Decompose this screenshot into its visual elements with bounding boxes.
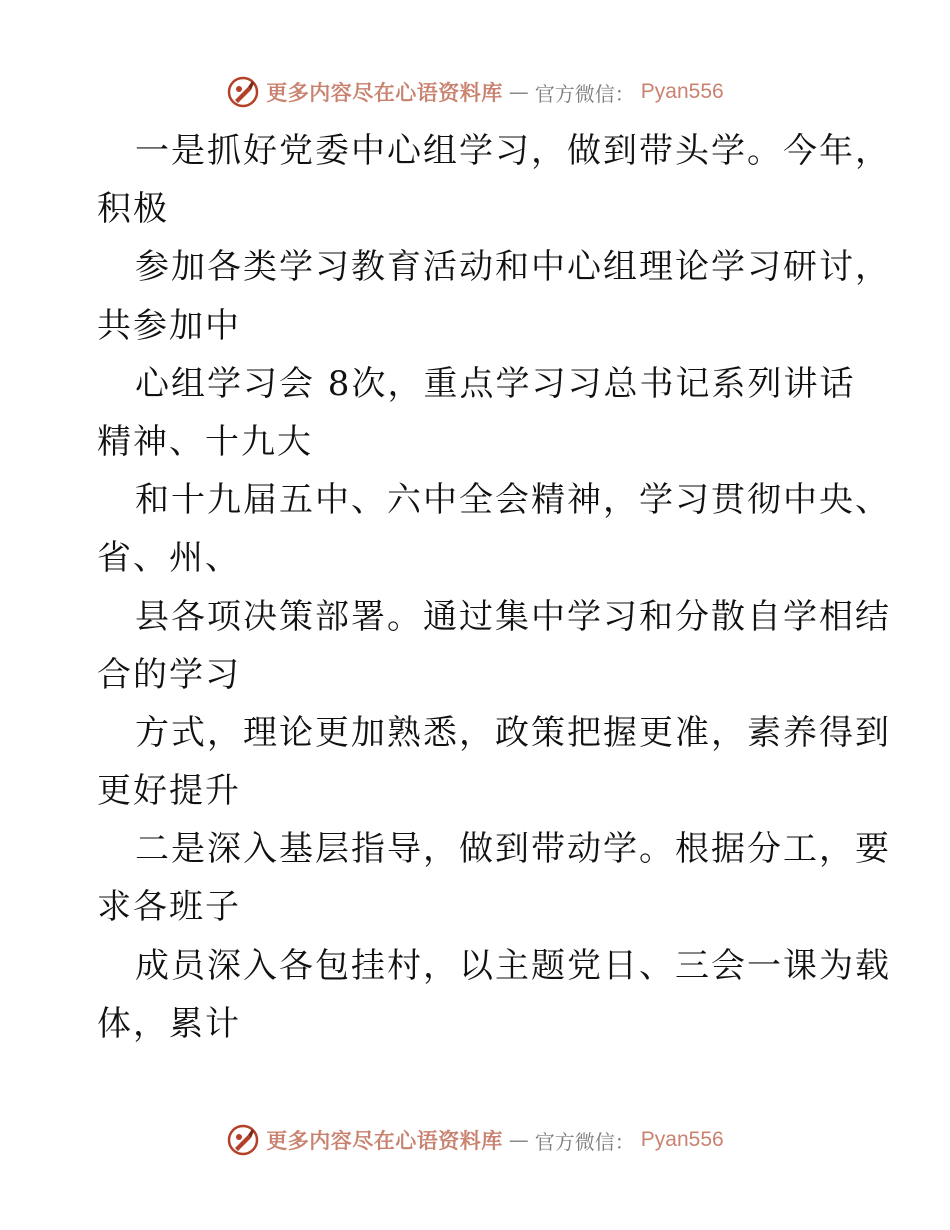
body-line: 一是抓好党委中心组学习，做到带头学。今年， — [135, 131, 891, 171]
watermark-brand: 更多内容尽在心语资料库 — [266, 80, 503, 105]
body-line: 方式，理论更加熟悉，政策把握更准，素养得到 — [135, 712, 891, 753]
body-line: 精神、十九大 — [97, 421, 313, 462]
watermark-dash: — — [508, 1128, 529, 1152]
watermark-wechat-label: 官方微信： — [534, 1129, 635, 1154]
watermark-dash: — — [508, 80, 529, 104]
body-line: 成员深入各包挂村，以主题党日、三会一课为载 — [135, 945, 891, 986]
body-line: 共参加中 — [97, 305, 241, 346]
body-line: 更好提升 — [97, 771, 241, 812]
body-line: 体，累计 — [97, 1003, 241, 1044]
body-line: 二是深入基层指导，做到带动学。根据分工，要 — [135, 829, 891, 870]
body-line: 参加各类学习教育活动和中心组理论学习研讨， — [135, 247, 891, 288]
pen-logo-icon — [226, 75, 260, 109]
watermark-brand: 更多内容尽在心语资料库 — [266, 1128, 503, 1153]
pen-logo-icon — [226, 1123, 260, 1157]
watermark-account: Pyan556 — [640, 1128, 724, 1151]
document-body — [97, 122, 891, 1053]
watermark-account: Pyan556 — [640, 80, 724, 103]
footer-watermark — [0, 1120, 950, 1160]
body-line: 和十九届五中、六中全会精神，学习贯彻中央、 — [135, 480, 891, 521]
header-watermark — [0, 72, 950, 112]
body-line: 求各班子 — [97, 887, 241, 928]
body-line: 省、州、 — [97, 538, 241, 579]
body-line: 县各项决策部署。通过集中学习和分散自学相结 — [135, 596, 891, 637]
body-line: 心组学习会 8次，重点学习习总书记系列讲话 — [135, 363, 856, 404]
body-line: 积极 — [97, 189, 169, 230]
body-line: 合的学习 — [97, 654, 241, 695]
watermark-wechat-label: 官方微信： — [534, 81, 635, 106]
